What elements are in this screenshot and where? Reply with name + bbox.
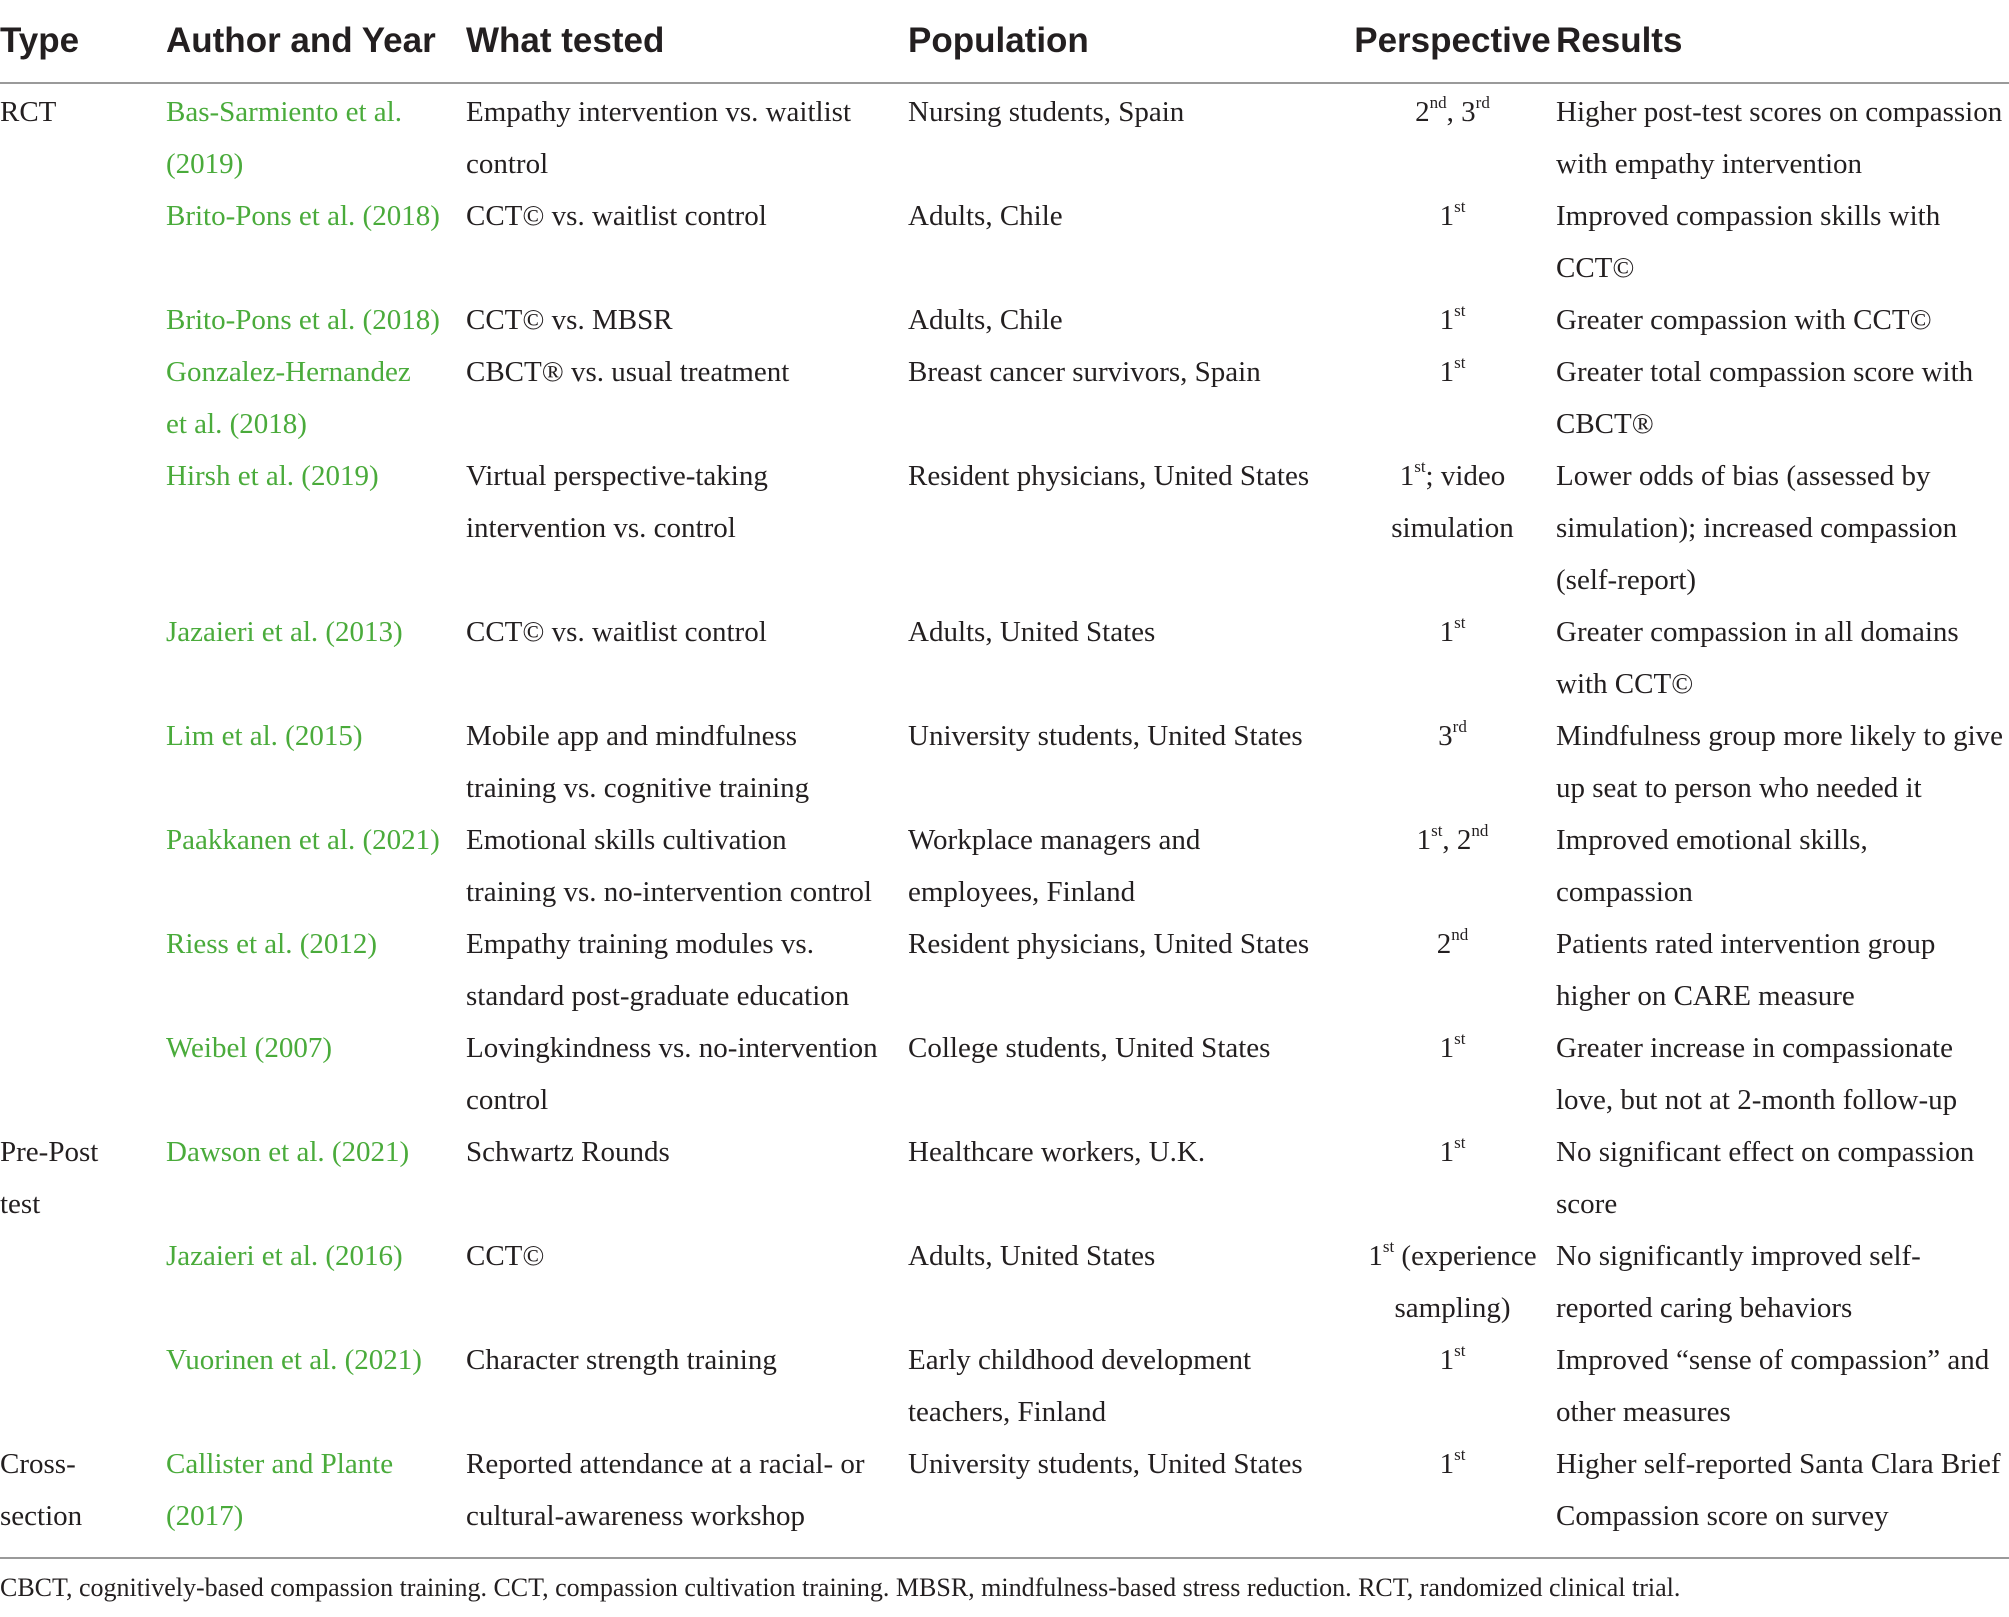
table-row [0, 294, 2009, 346]
what-tested-cell-line: control [466, 148, 549, 180]
study-type-cell-line: Pre-Post [0, 1136, 99, 1168]
perspective-ordinal: 1 [1368, 1240, 1383, 1272]
header-what-tested: What tested [466, 0, 908, 83]
author-reference-link [166, 83, 466, 190]
author-reference-link-line: (2017) [166, 1500, 244, 1532]
table-row [0, 190, 2009, 294]
study-type-cell [0, 606, 166, 710]
what-tested-cell-line: training vs. no-intervention control [466, 876, 872, 908]
perspective-ordinal-suffix: nd [1429, 93, 1447, 113]
results-cell [1556, 1438, 2009, 1552]
perspective-second-line: simulation [1391, 512, 1514, 544]
population-cell [908, 710, 1349, 814]
what-tested-cell-line: Empathy intervention vs. waitlist [466, 96, 852, 128]
author-reference-link [166, 190, 466, 294]
what-tested-cell-line: Schwartz Rounds [466, 1136, 670, 1168]
author-reference-link-line: Jazaieri et al. (2016) [166, 1240, 403, 1272]
results-cell [1556, 918, 2009, 1022]
author-reference-link-line: Dawson et al. (2021) [166, 1136, 410, 1168]
table-row [0, 450, 2009, 606]
perspective-second-line: sampling) [1394, 1292, 1511, 1324]
population-cell [908, 1022, 1349, 1126]
population-cell-line: Workplace managers and [908, 824, 1201, 856]
header-results: Results [1556, 0, 2009, 83]
what-tested-cell-line: Empathy training modules vs. [466, 928, 814, 960]
results-cell [1556, 1230, 2009, 1334]
perspective-ordinal: 1 [1439, 304, 1455, 336]
what-tested-cell-line: CCT© vs. waitlist control [466, 616, 767, 648]
table-row [0, 606, 2009, 710]
study-type-cell [0, 1334, 166, 1438]
perspective-cell [1349, 83, 1556, 190]
results-cell [1556, 450, 2009, 606]
header-type: Type [0, 0, 166, 83]
table-row [0, 1230, 2009, 1334]
what-tested-cell [466, 814, 908, 918]
population-cell-line: University students, United States [908, 1448, 1303, 1480]
perspective-cell [1349, 450, 1556, 606]
what-tested-cell [466, 294, 908, 346]
table-row [0, 1022, 2009, 1126]
author-reference-link-line: Hirsh et al. (2019) [166, 460, 379, 492]
results-cell [1556, 606, 2009, 710]
study-type-cell [0, 346, 166, 450]
table-row [0, 1438, 2009, 1552]
perspective-cell [1349, 1230, 1556, 1334]
population-cell-line: teachers, Finland [908, 1396, 1107, 1428]
perspective-ordinal: 2 [1415, 96, 1430, 128]
perspective-extra: , 3 [1446, 96, 1476, 128]
table-row [0, 1334, 2009, 1438]
table-row [0, 1126, 2009, 1230]
population-cell-line: Adults, United States [908, 1240, 1156, 1272]
population-cell-line: Nursing students, Spain [908, 96, 1185, 128]
table-row [0, 814, 2009, 918]
population-cell-line: Adults, Chile [908, 304, 1063, 336]
results-cell-line: Patients rated intervention group [1556, 928, 1936, 960]
what-tested-cell-line: Virtual perspective-taking [466, 460, 768, 492]
perspective-ordinal: 1 [1439, 1344, 1455, 1376]
results-cell-line: Higher post-test scores on compassion [1556, 96, 2003, 128]
perspective-cell [1349, 1334, 1556, 1438]
study-type-cell-line: RCT [0, 96, 57, 128]
what-tested-cell [466, 190, 908, 294]
author-reference-link [166, 1438, 466, 1552]
population-cell [908, 606, 1349, 710]
results-cell-line: Mindfulness group more likely to give [1556, 720, 2004, 752]
population-cell [908, 294, 1349, 346]
what-tested-cell [466, 346, 908, 450]
population-cell-line: Resident physicians, United States [908, 928, 1310, 960]
population-cell-line: employees, Finland [908, 876, 1136, 908]
study-type-cell [0, 1126, 166, 1230]
population-cell [908, 918, 1349, 1022]
author-reference-link-line: Bas-Sarmiento et al. [166, 96, 402, 128]
perspective-ordinal-suffix: st [1454, 1029, 1466, 1049]
perspective-ordinal: 1 [1399, 460, 1415, 492]
study-type-cell [0, 918, 166, 1022]
table-header-row [0, 0, 2009, 83]
results-cell [1556, 814, 2009, 918]
perspective-cell [1349, 814, 1556, 918]
perspective-extra-suffix: nd [1471, 821, 1489, 841]
study-type-cell [0, 1438, 166, 1552]
population-cell-line: Resident physicians, United States [908, 460, 1310, 492]
author-reference-link [166, 1126, 466, 1230]
what-tested-cell [466, 1438, 908, 1552]
perspective-ordinal-suffix: st [1454, 197, 1466, 217]
what-tested-cell-line: control [466, 1084, 549, 1116]
perspective-ordinal-suffix: rd [1452, 717, 1467, 737]
author-reference-link-line: Brito-Pons et al. (2018) [166, 200, 440, 232]
population-cell-line: Adults, Chile [908, 200, 1063, 232]
results-cell-line: reported caring behaviors [1556, 1292, 1853, 1324]
author-reference-link [166, 1022, 466, 1126]
table-row [0, 918, 2009, 1022]
author-reference-link [166, 1230, 466, 1334]
perspective-ordinal-suffix: st [1454, 301, 1466, 321]
what-tested-cell [466, 1126, 908, 1230]
perspective-cell [1349, 1438, 1556, 1552]
population-cell [908, 346, 1349, 450]
population-cell [908, 190, 1349, 294]
what-tested-cell-line: training vs. cognitive training [466, 772, 810, 804]
what-tested-cell [466, 606, 908, 710]
results-cell-line: Greater compassion with CCT© [1556, 304, 1932, 336]
results-cell-line: other measures [1556, 1396, 1731, 1428]
study-type-cell [0, 1022, 166, 1126]
perspective-ordinal: 3 [1438, 720, 1453, 752]
perspective-cell [1349, 346, 1556, 450]
what-tested-cell-line: standard post-graduate education [466, 980, 850, 1012]
author-reference-link [166, 606, 466, 710]
perspective-ordinal-suffix: st [1414, 457, 1426, 477]
perspective-ordinal-suffix: st [1454, 1445, 1466, 1465]
results-cell-line: simulation); increased compassion [1556, 512, 1958, 544]
author-reference-link-line: Vuorinen et al. (2021) [166, 1344, 422, 1376]
what-tested-cell-line: CCT© vs. waitlist control [466, 200, 767, 232]
perspective-ordinal-suffix: st [1454, 1341, 1466, 1361]
results-cell [1556, 346, 2009, 450]
results-cell-line: CBCT® [1556, 408, 1654, 440]
what-tested-cell [466, 918, 908, 1022]
what-tested-cell [466, 710, 908, 814]
perspective-ordinal: 1 [1439, 1448, 1455, 1480]
header-population: Population [908, 0, 1349, 83]
results-cell-line: with empathy intervention [1556, 148, 1863, 180]
population-cell [908, 1334, 1349, 1438]
results-cell-line: Greater compassion in all domains [1556, 616, 1959, 648]
author-reference-link [166, 346, 466, 450]
perspective-ordinal-suffix: st [1454, 1133, 1466, 1153]
author-reference-link-line: Jazaieri et al. (2013) [166, 616, 403, 648]
author-reference-link [166, 918, 466, 1022]
header-author: Author and Year [166, 0, 466, 83]
author-reference-link-line: Paakkanen et al. (2021) [166, 824, 440, 856]
table-row [0, 710, 2009, 814]
population-cell-line: Breast cancer survivors, Spain [908, 356, 1261, 388]
study-type-cell [0, 450, 166, 606]
results-cell-line: No significantly improved self- [1556, 1240, 1921, 1272]
results-cell [1556, 294, 2009, 346]
results-cell-line: love, but not at 2-month follow-up [1556, 1084, 1958, 1116]
perspective-extra: (experience [1394, 1240, 1537, 1272]
table-row [0, 346, 2009, 450]
what-tested-cell-line: CBCT® vs. usual treatment [466, 356, 790, 388]
author-reference-link-line: Gonzalez-Hernandez [166, 356, 411, 388]
results-cell-line: compassion [1556, 876, 1693, 908]
results-cell-line: Greater total compassion score with [1556, 356, 1974, 388]
what-tested-cell [466, 1022, 908, 1126]
perspective-ordinal-suffix: st [1382, 1237, 1395, 1257]
what-tested-cell [466, 83, 908, 190]
table-row [0, 83, 2009, 190]
results-cell [1556, 1126, 2009, 1230]
results-cell-line: No significant effect on compassion [1556, 1136, 1975, 1168]
perspective-ordinal: 1 [1416, 824, 1432, 856]
header-perspective: Perspective [1349, 0, 1556, 83]
perspective-ordinal-suffix: st [1431, 821, 1443, 841]
population-cell-line: Early childhood development [908, 1344, 1252, 1376]
results-cell-line: up seat to person who needed it [1556, 772, 1922, 804]
study-type-cell [0, 1230, 166, 1334]
results-cell-line: (self-report) [1556, 564, 1697, 596]
perspective-ordinal: 1 [1439, 356, 1455, 388]
what-tested-cell-line: Emotional skills cultivation [466, 824, 787, 856]
perspective-extra: , 2 [1442, 824, 1472, 856]
perspective-ordinal: 1 [1439, 616, 1455, 648]
results-cell-line: Improved “sense of compassion” and [1556, 1344, 1990, 1376]
results-cell [1556, 710, 2009, 814]
population-cell [908, 814, 1349, 918]
study-type-cell-line: Cross- [0, 1448, 76, 1480]
population-cell [908, 1230, 1349, 1334]
author-reference-link [166, 450, 466, 606]
study-type-cell [0, 294, 166, 346]
results-cell-line: Lower odds of bias (assessed by [1556, 460, 1931, 492]
what-tested-cell [466, 1230, 908, 1334]
author-reference-link-line: Brito-Pons et al. (2018) [166, 304, 440, 336]
author-reference-link-line: Lim et al. (2015) [166, 720, 363, 752]
perspective-ordinal: 1 [1439, 1136, 1455, 1168]
author-reference-link [166, 814, 466, 918]
study-type-cell-line: section [0, 1500, 83, 1532]
perspective-ordinal: 1 [1439, 200, 1455, 232]
study-type-cell [0, 814, 166, 918]
population-cell-line: University students, United States [908, 720, 1303, 752]
what-tested-cell-line: cultural-awareness workshop [466, 1500, 806, 1532]
perspective-cell [1349, 1022, 1556, 1126]
population-cell [908, 450, 1349, 606]
what-tested-cell-line: CCT© vs. MBSR [466, 304, 673, 336]
perspective-cell [1349, 190, 1556, 294]
results-cell-line: Improved emotional skills, [1556, 824, 1868, 856]
perspective-extra: ; video [1425, 460, 1506, 492]
what-tested-cell-line: CCT© [466, 1240, 545, 1272]
results-cell [1556, 190, 2009, 294]
results-cell-line: CCT© [1556, 252, 1635, 284]
what-tested-cell-line: Mobile app and mindfulness [466, 720, 798, 752]
results-cell [1556, 83, 2009, 190]
population-cell [908, 1438, 1349, 1552]
perspective-extra-suffix: rd [1475, 93, 1490, 113]
author-reference-link-line: et al. (2018) [166, 408, 307, 440]
results-cell-line: score [1556, 1188, 1618, 1220]
what-tested-cell-line: Reported attendance at a racial- or [466, 1448, 865, 1480]
perspective-ordinal-suffix: nd [1451, 925, 1469, 945]
author-reference-link-line: (2019) [166, 148, 244, 180]
perspective-cell [1349, 606, 1556, 710]
author-reference-link-line: Callister and Plante [166, 1448, 394, 1480]
what-tested-cell [466, 450, 908, 606]
perspective-cell [1349, 710, 1556, 814]
author-reference-link [166, 710, 466, 814]
what-tested-cell-line: Character strength training [466, 1344, 777, 1376]
population-cell [908, 1126, 1349, 1230]
table-footnote: CBCT, cognitively-based compassion training. CCT, compassion cultivation training. MBSR, mindfulness-based stress reduction. RCT, randomized clinical trial. [0, 1557, 2009, 1617]
population-cell-line: Adults, United States [908, 616, 1156, 648]
perspective-ordinal: 1 [1439, 1032, 1455, 1064]
study-type-cell [0, 83, 166, 190]
results-cell [1556, 1022, 2009, 1126]
what-tested-cell-line: Lovingkindness vs. no-intervention [466, 1032, 878, 1064]
population-cell-line: College students, United States [908, 1032, 1271, 1064]
perspective-ordinal-suffix: st [1454, 613, 1466, 633]
results-cell-line: with CCT© [1556, 668, 1694, 700]
perspective-cell [1349, 1126, 1556, 1230]
results-cell-line: Higher self-reported Santa Clara Brief [1556, 1448, 2001, 1480]
study-type-cell [0, 190, 166, 294]
author-reference-link [166, 294, 466, 346]
author-reference-link-line: Riess et al. (2012) [166, 928, 378, 960]
study-type-cell-line: test [0, 1188, 41, 1220]
perspective-cell [1349, 918, 1556, 1022]
perspective-ordinal-suffix: st [1454, 353, 1466, 373]
what-tested-cell [466, 1334, 908, 1438]
population-cell [908, 83, 1349, 190]
author-reference-link-line: Weibel (2007) [166, 1032, 332, 1064]
results-cell-line: higher on CARE measure [1556, 980, 1855, 1012]
population-cell-line: Healthcare workers, U.K. [908, 1136, 1206, 1168]
perspective-cell [1349, 294, 1556, 346]
results-cell-line: Compassion score on survey [1556, 1500, 1889, 1532]
results-cell [1556, 1334, 2009, 1438]
table-body [0, 83, 2009, 1552]
what-tested-cell-line: intervention vs. control [466, 512, 736, 544]
perspective-ordinal: 2 [1436, 928, 1452, 960]
study-type-cell [0, 710, 166, 814]
results-cell-line: Improved compassion skills with [1556, 200, 1941, 232]
author-reference-link [166, 1334, 466, 1438]
results-cell-line: Greater increase in compassionate [1556, 1032, 1953, 1064]
